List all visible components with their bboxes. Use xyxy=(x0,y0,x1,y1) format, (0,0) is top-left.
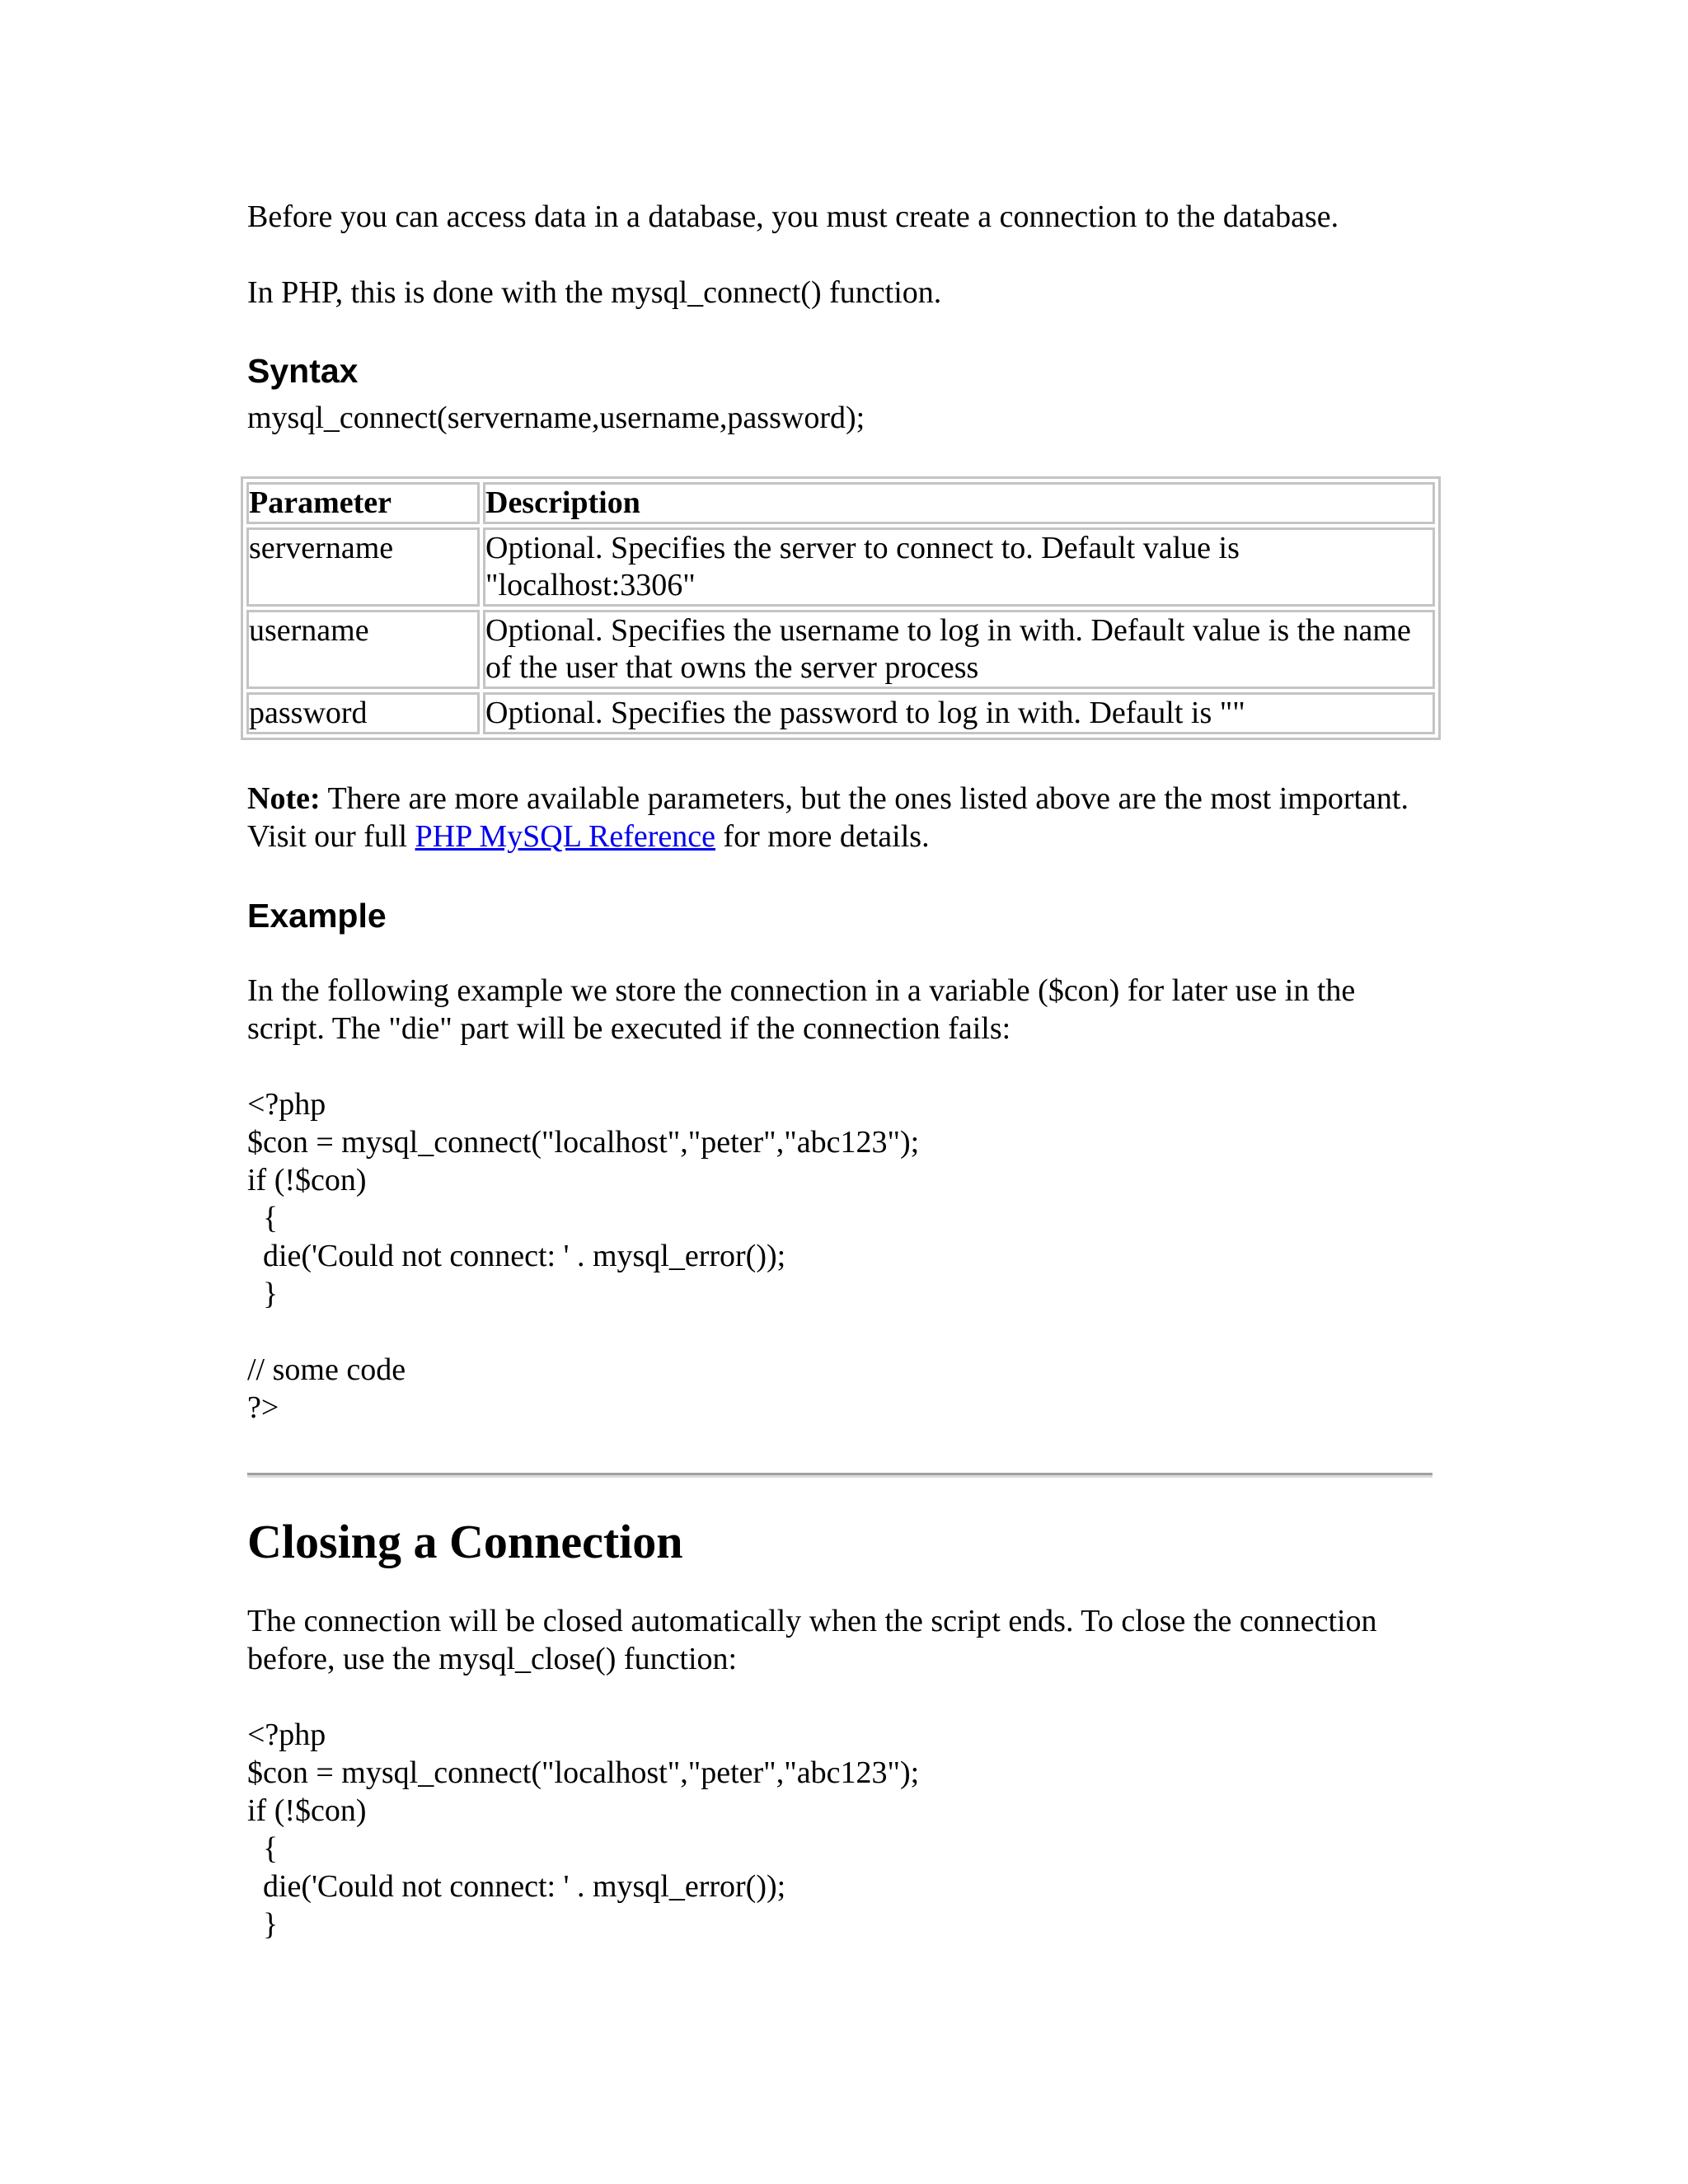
section-divider xyxy=(247,1473,1432,1478)
param-description-cell: Optional. Specifies the password to log in with. Default is "" xyxy=(483,692,1435,734)
note-paragraph xyxy=(247,780,1434,855)
column-header-parameter: Parameter xyxy=(246,482,480,524)
closing-code-block: <?php $con = mysql_connect("localhost","peter","abc123"); if (!$con) { die('Could not connect: ' . mysql_error()); } xyxy=(247,1718,920,1942)
intro-paragraph-2: In PHP, this is done with the mysql_connect() function. xyxy=(247,275,942,310)
param-name-cell: password xyxy=(246,692,480,734)
table-header-row xyxy=(246,482,1435,524)
syntax-heading: Syntax xyxy=(247,352,359,390)
note-text-after: for more details. xyxy=(715,819,930,854)
example-description: In the following example we store the connection in a variable ($con) for later use in the script. The "die" part will be executed if the connection fails: xyxy=(247,973,1356,1046)
param-name-cell: username xyxy=(246,610,480,689)
closing-description: The connection will be closed automatically when the script ends. To close the connection before, use the mysql_close() function: xyxy=(247,1604,1377,1676)
param-description-cell: Optional. Specifies the server to connect to. Default value is "localhost:3306" xyxy=(483,527,1435,607)
table-row xyxy=(246,692,1435,734)
note-text-before: There are more available parameters, but the ones listed above are the most important. Visit our full xyxy=(247,781,1409,854)
parameters-table xyxy=(241,476,1441,740)
table-row xyxy=(246,527,1435,607)
syntax-signature: mysql_connect(servername,username,password); xyxy=(247,401,865,435)
example-heading: Example xyxy=(247,897,387,935)
example-code-block: <?php $con = mysql_connect("localhost","peter","abc123"); if (!$con) { die('Could not connect: ' . mysql_error()); } // some code ?> xyxy=(247,1087,920,1425)
intro-paragraph-1: Before you can access data in a database, you must create a connection to the database. xyxy=(247,199,1339,234)
param-description-cell: Optional. Specifies the username to log in with. Default value is the name of the user that owns the server process xyxy=(483,610,1435,689)
column-header-description: Description xyxy=(483,482,1435,524)
php-mysql-reference-link[interactable]: PHP MySQL Reference xyxy=(415,819,715,854)
table-row xyxy=(246,610,1435,689)
closing-heading: Closing a Connection xyxy=(247,1515,683,1568)
note-label: Note: xyxy=(247,781,321,816)
param-name-cell: servername xyxy=(246,527,480,607)
